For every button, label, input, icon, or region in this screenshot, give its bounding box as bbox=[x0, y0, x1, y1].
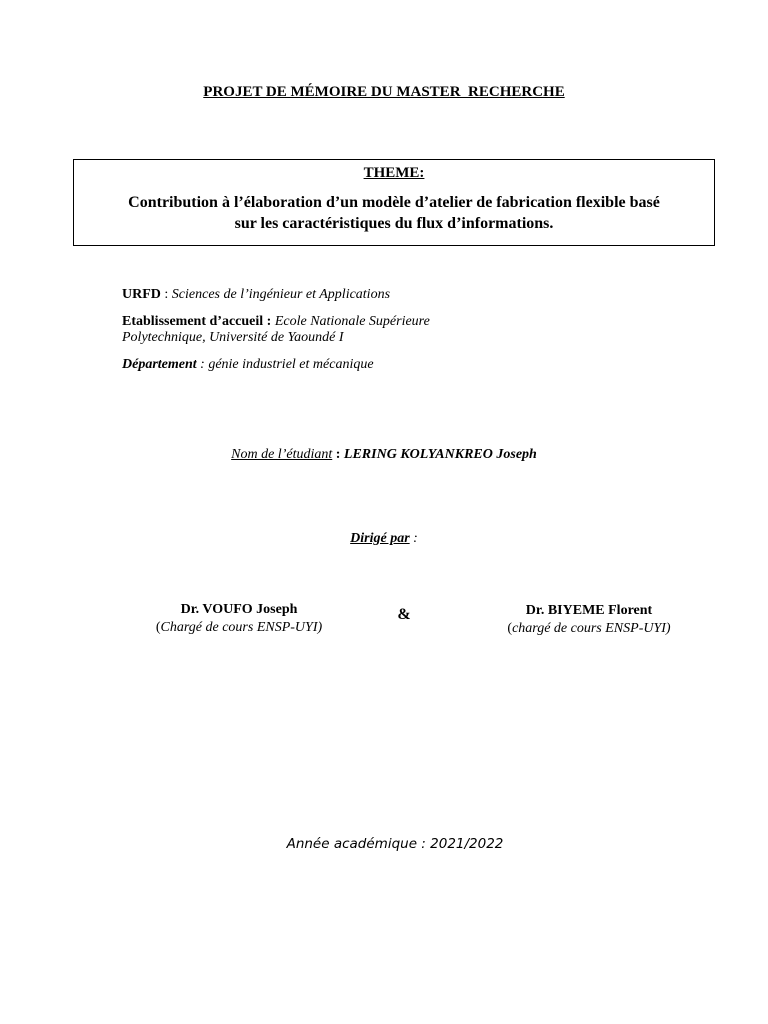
theme-label: THEME: bbox=[363, 165, 425, 181]
theme-line-2: sur les caractéristiques du flux d’informations. bbox=[234, 215, 554, 232]
department-value: : génie industriel et mécanique bbox=[196, 357, 374, 372]
supervisor-1-role-text: Chargé de cours ENSP-UYI) bbox=[160, 620, 323, 635]
supervisor-2 bbox=[469, 602, 709, 638]
directed-by bbox=[0, 531, 768, 547]
urfd-line bbox=[122, 287, 390, 303]
theme-line-1: Contribution à l’élaboration d’un modèle d’atelier de fabrication flexible basé bbox=[128, 194, 660, 211]
establishment-label: Etablissement d’accueil : bbox=[122, 314, 272, 329]
establishment-value-2: Polytechnique, Université de Yaoundé I bbox=[122, 330, 344, 345]
urfd-label: URFD bbox=[122, 287, 161, 302]
department-line bbox=[122, 357, 374, 373]
supervisor-2-role-open: ( bbox=[507, 621, 513, 636]
supervisor-2-role bbox=[469, 620, 709, 638]
supervisor-2-role-text: chargé de cours ENSP-UYI) bbox=[512, 621, 671, 636]
urfd-separator: : bbox=[160, 287, 172, 302]
urfd-value: Sciences de l’ingénieur et Applications bbox=[171, 287, 391, 302]
student-name: LERING KOLYANKREO Joseph bbox=[343, 447, 537, 462]
supervisor-2-name: Dr. BIYEME Florent bbox=[525, 603, 653, 618]
establishment-value-1: Ecole Nationale Supérieure bbox=[274, 314, 430, 329]
student-line bbox=[0, 447, 768, 463]
establishment-block bbox=[122, 314, 430, 346]
supervisor-1-role bbox=[119, 619, 359, 637]
ampersand: & bbox=[397, 606, 411, 623]
directed-by-label: Dirigé par bbox=[350, 531, 410, 546]
document-title: PROJET DE MÉMOIRE DU MASTER RECHERCHE bbox=[203, 84, 565, 100]
supervisor-1-role-open: ( bbox=[155, 620, 161, 635]
student-label: Nom de l’étudiant bbox=[231, 447, 333, 462]
student-separator: : bbox=[332, 447, 344, 462]
directed-by-suffix: : bbox=[409, 531, 418, 546]
department-label: Département bbox=[122, 357, 197, 372]
supervisor-1-name: Dr. VOUFO Joseph bbox=[180, 602, 298, 617]
theme-box bbox=[73, 159, 715, 246]
academic-year: Année académique : 2021/2022 bbox=[286, 836, 504, 852]
theme-text bbox=[74, 192, 714, 234]
supervisor-1 bbox=[119, 601, 359, 637]
